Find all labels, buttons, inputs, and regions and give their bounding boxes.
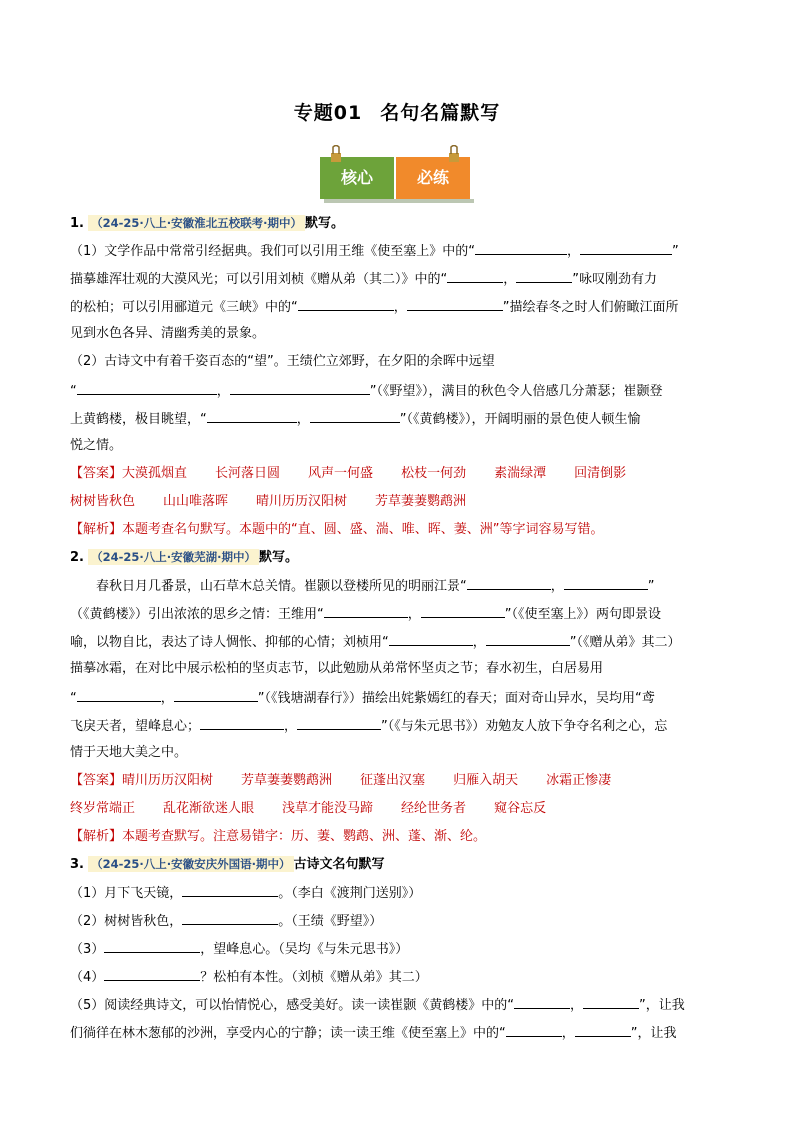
answer-blank[interactable]	[583, 995, 639, 1009]
answer-item: 回清倒影	[574, 466, 627, 481]
answer-blank[interactable]	[104, 967, 200, 981]
q3-item	[70, 939, 730, 959]
q1-line: （2）古诗文中有着千姿百态的“望”。王绩伫立郊野，在夕阳的余晖中远望	[70, 354, 495, 369]
text: ，	[472, 635, 486, 650]
q1-header	[70, 214, 730, 233]
text: ”（《钱塘湖春行》）描绘出姹紫嫣红的春天；面对奇山异水，吴均用“鸢	[257, 691, 655, 706]
answer-item: 风声一何盛	[308, 466, 374, 481]
text: ，	[407, 607, 421, 622]
answer-blank[interactable]	[174, 688, 258, 702]
text: 喻，以物自比，表达了诗人惆怅、抑郁的心情；刘桢用“	[70, 635, 389, 650]
answer-item: 晴川历历汉阳树	[122, 773, 214, 788]
q2-line	[70, 688, 730, 708]
q2-line: 情于天地大美之中。	[70, 745, 188, 760]
text: ，	[503, 272, 517, 287]
answer-blank[interactable]	[564, 576, 648, 590]
title-text: 名句名篇默写	[380, 102, 501, 124]
answer-item: 终岁常端正	[70, 801, 136, 816]
q1-line	[70, 381, 730, 401]
text: ”描绘春冬之时人们俯瞰江面所	[502, 300, 679, 315]
question-number: 1.	[70, 216, 84, 231]
text: ，望峰息心。（吴均《与朱元思书》）	[200, 942, 409, 957]
answer-blank[interactable]	[230, 381, 370, 395]
answer-blank[interactable]	[514, 995, 570, 1009]
text: （5）阅读经典诗文，可以怡情悦心，感受美好。读一读崔颢《黄鹤楼》中的“	[70, 998, 515, 1013]
q1-line	[70, 241, 730, 261]
answer-blank[interactable]	[516, 269, 572, 283]
q2-line	[70, 716, 730, 736]
analysis-label: 【解析】	[70, 829, 123, 844]
q1-line: 见到水色各异、清幽秀美的景象。	[70, 326, 266, 341]
answer-blank[interactable]	[421, 604, 505, 618]
q2-answer	[70, 800, 730, 818]
answer-item: 芳草萋萋鹦鹉洲	[375, 494, 467, 509]
text: ，	[561, 1026, 575, 1041]
answer-blank[interactable]	[389, 632, 473, 646]
answer-item: 长河落日圆	[215, 466, 281, 481]
text: 描摹雄浑壮观的大漠风光；可以引用刘桢《赠从弟（其二）》中的“	[70, 272, 448, 287]
text: （4）	[70, 970, 105, 985]
q3-item	[70, 911, 730, 931]
q3-item	[70, 967, 730, 987]
answer-item: 松枝一何劲	[401, 466, 467, 481]
answer-blank[interactable]	[298, 297, 394, 311]
text: ，	[570, 998, 584, 1013]
section-badge	[320, 157, 470, 199]
q1-answer	[70, 465, 730, 483]
answer-item: 冰霜正惨凄	[546, 773, 612, 788]
answer-item: 归雁入胡天	[453, 773, 519, 788]
text: ，	[567, 244, 581, 259]
text: ”（《使至塞上》）两句即景设	[504, 607, 662, 622]
text: ”（《与朱元思书》）劝勉友人放下争夺名利之心，忘	[381, 719, 668, 734]
text: “	[70, 691, 77, 706]
text: 。（李白《渡荆门送别》）	[278, 886, 422, 901]
badge-left: 核心	[320, 157, 394, 199]
answer-blank[interactable]	[467, 576, 551, 590]
answer-item: 树树皆秋色	[70, 494, 136, 509]
answer-label: 【答案】	[70, 466, 123, 481]
source-tag: （24-25·八上·安徽安庆外国语·期中）	[88, 856, 293, 872]
binder-clip-icon	[330, 145, 342, 163]
q2-line	[70, 604, 730, 624]
binder-clip-icon	[448, 145, 460, 163]
q3-item	[70, 1023, 730, 1043]
answer-blank[interactable]	[200, 716, 284, 730]
text: 。（王绩《野望》）	[278, 914, 383, 929]
text: （3）	[70, 942, 105, 957]
answer-blank[interactable]	[182, 911, 278, 925]
answer-blank[interactable]	[310, 409, 400, 423]
question-number: 2.	[70, 550, 84, 565]
answer-label: 【答案】	[70, 773, 123, 788]
text: 春秋日月几番景，山石草木总关情。崔颢以登楼所见的明丽江景“	[96, 579, 467, 594]
q1-line	[70, 269, 730, 289]
badge-shadow	[324, 199, 474, 203]
answer-item: 素湍绿潭	[494, 466, 547, 481]
text: ”	[672, 244, 679, 259]
question-instruction: 古诗文名句默写	[293, 857, 385, 872]
title-number: 专题01	[293, 102, 363, 124]
answer-blank[interactable]	[182, 883, 278, 897]
text: （2）树树皆秋色，	[70, 914, 183, 929]
text: ，	[296, 412, 310, 427]
answer-blank[interactable]	[77, 688, 161, 702]
answer-blank[interactable]	[575, 1023, 631, 1037]
answer-item: 芳草萋萋鹦鹉洲	[241, 773, 333, 788]
text: ”（《野望》），满目的秋色令人倍感几分萧瑟；崔颢登	[369, 384, 663, 399]
q1-line	[70, 409, 730, 429]
q2-answer	[70, 772, 730, 790]
text: （《黄鹤楼》）引出浓浓的思乡之情：王维用“	[70, 607, 324, 622]
text: ”，让我	[639, 998, 685, 1013]
text: ”	[647, 579, 655, 594]
analysis-text: 本题考查默写。注意易错字：历、萋、鹦鹉、洲、蓬、渐、纶。	[122, 829, 487, 844]
text: ”（《赠从弟》其二）	[569, 635, 681, 650]
text: ，	[393, 300, 407, 315]
text: 上黄鹤楼，极目眺望，“	[70, 412, 207, 427]
q3-item	[70, 883, 730, 903]
analysis-text: 本题考查名句默写。本题中的“直、圆、盛、湍、唯、晖、萋、洲”等字词容易写错。	[122, 522, 604, 537]
text: ，	[550, 579, 564, 594]
text: ？松柏有本性。（刘桢《赠从弟》其二）	[200, 970, 428, 985]
text: ”，让我	[630, 1026, 677, 1041]
question-instruction: 默写。	[259, 550, 299, 565]
text: （1）月下飞天镜，	[70, 886, 183, 901]
q2-header	[70, 548, 730, 567]
text: ”咏叹刚劲有力	[572, 272, 658, 287]
q1-line	[70, 297, 730, 317]
question-instruction: 默写。	[305, 216, 345, 231]
answer-item: 晴川历历汉阳树	[256, 494, 348, 509]
answer-blank[interactable]	[506, 1023, 562, 1037]
analysis-label: 【解析】	[70, 522, 123, 537]
badge-right: 必练	[396, 157, 470, 199]
text: ，	[284, 719, 298, 734]
q1-line: 悦之情。	[70, 438, 123, 453]
text: ，	[160, 691, 174, 706]
q2-analysis	[70, 828, 730, 846]
answer-blank[interactable]	[324, 604, 408, 618]
page-title	[0, 98, 794, 125]
text: （1）文学作品中常常引经据典。我们可以引用王维《使至塞上》中的“	[70, 244, 476, 259]
text: 飞戾天者，望峰息心；	[70, 719, 201, 734]
source-tag: （24-25·八上·安徽淮北五校联考·期中）	[88, 215, 305, 231]
q3-item	[70, 995, 730, 1015]
question-number: 3.	[70, 857, 84, 872]
answer-item: 征蓬出汉塞	[360, 773, 426, 788]
answer-blank[interactable]	[486, 632, 570, 646]
answer-blank[interactable]	[207, 409, 297, 423]
q2-line: 描摹冰霜，在对比中展示松柏的坚贞志节，以此勉励从弟常怀坚贞之节；春水初生，白居易用	[70, 661, 604, 676]
q3-header	[70, 855, 730, 874]
answer-item: 大漠孤烟直	[122, 466, 188, 481]
q2-line	[70, 632, 730, 652]
answer-blank[interactable]	[407, 297, 503, 311]
text: 的松柏；可以引用郦道元《三峡》中的“	[70, 300, 298, 315]
text: 们徜徉在林木葱郁的沙洲，享受内心的宁静；读一读王维《使至塞上》中的“	[70, 1026, 506, 1041]
text: ”（《黄鹤楼》），开阔明丽的景色使人顿生愉	[399, 412, 641, 427]
answer-blank[interactable]	[475, 241, 567, 255]
text: “	[70, 384, 77, 399]
q1-answer	[70, 493, 730, 511]
answer-item: 经纶世务者	[401, 801, 467, 816]
answer-item: 山山唯落晖	[163, 494, 229, 509]
answer-blank[interactable]	[77, 381, 217, 395]
source-tag: （24-25·八上·安徽芜湖·期中）	[88, 549, 259, 565]
answer-blank[interactable]	[447, 269, 503, 283]
answer-blank[interactable]	[104, 939, 200, 953]
q1-analysis	[70, 521, 730, 539]
answer-blank[interactable]	[297, 716, 381, 730]
answer-item: 浅草才能没马蹄	[282, 801, 374, 816]
q2-line	[70, 576, 730, 596]
answer-blank[interactable]	[580, 241, 672, 255]
answer-item: 窥谷忘反	[494, 801, 547, 816]
text: ，	[216, 384, 230, 399]
answer-item: 乱花渐欲迷人眼	[163, 801, 255, 816]
